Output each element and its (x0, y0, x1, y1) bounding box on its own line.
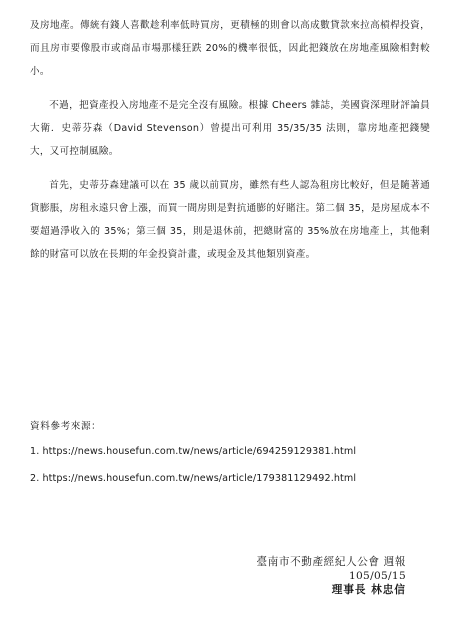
signature-org: 臺南市不動產經紀人公會 週報 (256, 556, 406, 568)
references-title: 資料參考來源： (30, 421, 102, 432)
signature-block (257, 555, 407, 597)
reference-link-2[interactable]: 2. https://news.housefun.com.tw/news/article/179381129492.html (30, 473, 357, 484)
paragraph-2: 不過，把資產投入房地產不是完全沒有風險。根據 Cheers 雜誌，美國資深理財評論員大衛．史蒂芬森（David Stevenson）曾提出可利用 35/35/35 法則，靠房地產把錢變大，又可控制風險。 (30, 100, 430, 157)
signature-date: 105/05/15 (348, 570, 406, 582)
paragraph-3: 首先，史蒂芬森建議可以在 35 歲以前買房，雖然有些人認為租房比較好，但是隨著通貨膨脹，房租永遠只會上漲，而買一間房則是對抗通膨的好賭注。第二個 35，是房屋成本不要超過淨收入的 35%；第三個 35，則是退休前，把總財富的 35%放在房地產上，其他剩餘的財富可以放在長期的年金投資計畫，或現金及其他類別資產。 (30, 180, 430, 260)
references-section (30, 418, 430, 499)
article-body (30, 14, 430, 277)
paragraph-1: 及房地產。傳統有錢人喜歡趁利率低時買房，更積極的則會以高成數貸款來拉高槓桿投資，而且房市要像股市或商品市場那樣狂跌 20%的機率很低，因此把錢放在房地產風險相對較小。 (30, 20, 430, 77)
reference-link-1[interactable]: 1. https://news.housefun.com.tw/news/article/694259129381.html (30, 446, 357, 457)
signature-chair: 理事長 林忠信 (331, 584, 406, 596)
